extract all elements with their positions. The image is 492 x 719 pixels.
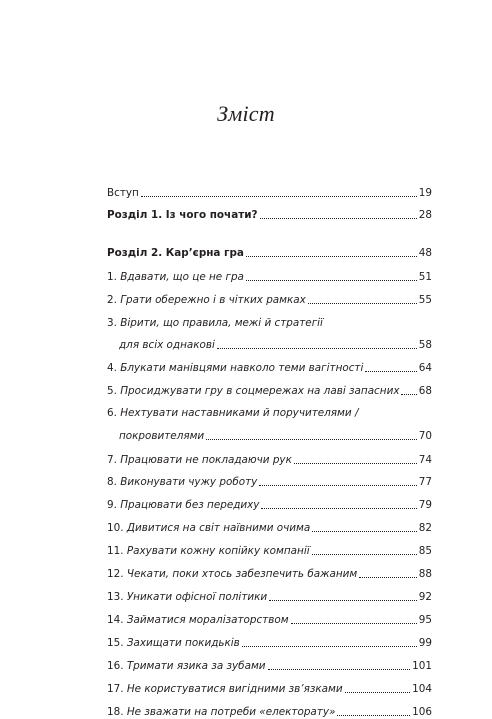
toc-entry-label (107, 499, 259, 512)
toc-entry-number: 11. (107, 545, 127, 557)
toc-leader-dots (206, 438, 417, 440)
toc-entry-label (107, 385, 399, 398)
toc-entry-text: Чекати, поки хтось забезпечить бажаним (126, 568, 358, 580)
toc-page-number: 55 (418, 294, 432, 306)
toc-leader-dots (359, 576, 417, 578)
toc-entry-number: 6. (107, 407, 121, 419)
toc-page-number: 95 (418, 614, 432, 626)
toc-entry-number: 4. (107, 362, 121, 374)
toc-entry (107, 630, 432, 650)
toc-entry (107, 607, 432, 627)
toc-leader-dots (246, 255, 417, 257)
toc-entry-number: 10. (107, 522, 127, 534)
toc-entry-number: 15. (107, 637, 127, 649)
toc-page-number: 74 (418, 454, 432, 466)
toc-entry-text: Тримати язика за зубами (126, 660, 266, 672)
toc-page-number: 85 (418, 545, 432, 557)
toc-leader-dots (141, 195, 417, 197)
toc-page-number: 70 (418, 430, 432, 442)
toc-entry (107, 561, 432, 581)
toc-entry-text: Розділ 2. Кар’єрна гра (107, 247, 244, 259)
toc-entry (107, 676, 432, 696)
toc-entry (107, 447, 432, 467)
toc-entry-text: Вірити, що правила, межі й стратегії (120, 317, 323, 329)
toc-entry-text: Захищати покидьків (126, 637, 240, 649)
toc-leader-dots (217, 347, 417, 349)
toc-entry-number: 16. (107, 660, 127, 672)
toc-page-number: 101 (412, 660, 432, 672)
toc-entry-text: Не користуватися вигідними зв’язками (126, 683, 343, 695)
toc-entry-text: Рахувати кожну копійку компанії (126, 545, 310, 557)
toc-entry (107, 492, 432, 512)
toc-entry-number: 17. (107, 683, 127, 695)
toc-leader-dots (312, 530, 417, 532)
toc-entry-number: 7. (107, 454, 121, 466)
toc-entry-label (107, 637, 240, 650)
toc-entry (107, 538, 432, 558)
toc-entry-text: Розділ 1. Із чого почати? (107, 209, 258, 221)
toc-entry-text: Нехтувати наставниками й поручителями / (120, 407, 359, 419)
toc-entry (107, 400, 432, 420)
toc-page-number: 51 (418, 271, 432, 283)
toc-page-number: 48 (418, 247, 432, 259)
toc-entry-label (107, 339, 215, 352)
toc-entry-text: Працювати без передиху (120, 499, 260, 511)
toc-entry-label (107, 545, 310, 558)
toc-entry-label (107, 294, 306, 307)
toc-entry-label (107, 317, 323, 330)
toc-entry-number: 12. (107, 568, 127, 580)
toc-entry-text: Блукати манівцями навколо теми вагітності (120, 362, 364, 374)
toc-entry-text: Займатися моралізаторством (126, 614, 289, 626)
toc-entry (107, 423, 432, 443)
toc-entry (107, 310, 432, 330)
toc-entry-number: 13. (107, 591, 127, 603)
toc-entry-number: 2. (107, 294, 121, 306)
toc-entry-text: Виконувати чужу роботу (120, 476, 258, 488)
toc-entry-label (107, 660, 266, 673)
toc-leader-dots (242, 645, 417, 647)
toc-page-number: 99 (418, 637, 432, 649)
toc-entry-text: Вступ (107, 187, 139, 199)
toc-leader-dots (260, 217, 417, 219)
toc-entry-number: 3. (107, 317, 121, 329)
toc-entry (107, 653, 432, 673)
toc-entry (107, 515, 432, 535)
toc-entry-label (107, 454, 292, 467)
toc-page-number: 82 (418, 522, 432, 534)
toc-entry-text: для всіх однакові (119, 339, 215, 351)
toc-page-number: 28 (418, 209, 432, 221)
toc-leader-dots (401, 393, 416, 395)
toc-page-number: 19 (418, 187, 432, 199)
toc-entry-label (107, 568, 357, 581)
toc-entry (107, 202, 432, 222)
toc-entry-label (107, 271, 244, 284)
toc-entry-number: 8. (107, 476, 121, 488)
toc-leader-dots (291, 622, 417, 624)
toc-page-number: 88 (418, 568, 432, 580)
toc-entry (107, 378, 432, 398)
toc-leader-dots (312, 553, 417, 555)
toc-leader-dots (246, 279, 417, 281)
toc-leader-dots (308, 302, 417, 304)
toc-entry-label (107, 522, 310, 535)
toc-entry-text: Дивитися на світ наївними очима (126, 522, 311, 534)
toc-entry (107, 355, 432, 375)
toc-entry-text: Вдавати, що це не гра (120, 271, 244, 283)
toc-leader-dots (337, 714, 410, 716)
toc-entry-label (107, 187, 139, 200)
toc-entry-label (107, 706, 335, 719)
toc-entry-label (107, 683, 343, 696)
toc-page-number: 77 (418, 476, 432, 488)
toc-page-number: 79 (418, 499, 432, 511)
toc-entry (107, 584, 432, 604)
toc-entry-text: Грати обережно і в чітких рамках (120, 294, 306, 306)
toc-leader-dots (259, 484, 416, 486)
toc-leader-dots (261, 507, 416, 509)
toc-leader-dots (345, 691, 411, 693)
toc-entry-text: Не зважати на потреби «електорату» (126, 706, 336, 718)
toc-page-number: 92 (418, 591, 432, 603)
toc-entry-label (107, 476, 257, 489)
toc-entry-number: 18. (107, 706, 127, 718)
page-title: Зміст (217, 101, 275, 126)
toc-entry (107, 469, 432, 489)
toc-entry-number: 1. (107, 271, 121, 283)
toc-page-number: 68 (418, 385, 432, 397)
toc-entry-label (107, 430, 204, 443)
toc-entry-number: 14. (107, 614, 127, 626)
toc-entry-text: покровителями (119, 430, 205, 442)
toc-entry (107, 180, 432, 200)
toc-entry-label (107, 591, 267, 604)
toc-entry-text: Працювати не покладаючи рук (120, 454, 292, 466)
toc-entry-text: Уникати офісної політики (126, 591, 268, 603)
toc-page-number: 106 (412, 706, 432, 718)
toc-entry (107, 699, 432, 719)
toc-leader-dots (269, 599, 417, 601)
toc-page-number: 58 (418, 339, 432, 351)
toc-entry-number: 5. (107, 385, 121, 397)
toc-leader-dots (294, 462, 417, 464)
toc-entry (107, 287, 432, 307)
toc-leader-dots (268, 668, 411, 670)
toc-entry-label (107, 407, 358, 420)
toc-entry-text: Просиджувати гру в соцмережах на лаві запасних (120, 385, 400, 397)
toc-entry (107, 332, 432, 352)
toc-entry-label (107, 614, 289, 627)
toc-page-number: 104 (412, 683, 432, 695)
toc-entry (107, 264, 432, 284)
toc-entry-label (107, 362, 363, 375)
toc-entry-label (107, 247, 244, 260)
toc-entry-label (107, 209, 258, 222)
toc-entry (107, 240, 432, 260)
toc-entry-number: 9. (107, 499, 121, 511)
toc-page-number: 64 (418, 362, 432, 374)
toc-leader-dots (365, 370, 416, 372)
